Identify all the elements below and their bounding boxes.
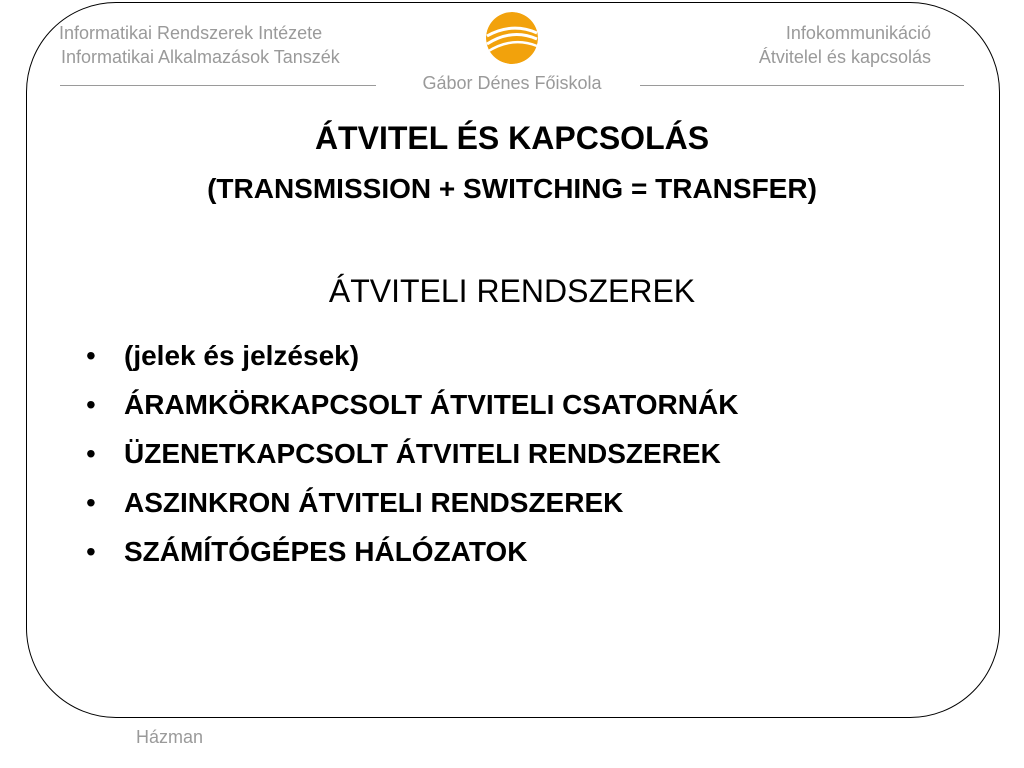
list-item-text: (jelek és jelzések) — [124, 340, 360, 371]
course-topic: Átvitelel és kapcsolás — [758, 47, 931, 67]
list-item — [86, 429, 738, 478]
list-item — [86, 331, 738, 380]
bullet-icon: • — [86, 340, 96, 371]
institute-name: Informatikai Rendszerek Intézete — [59, 23, 323, 43]
list-item — [86, 380, 738, 429]
bullet-icon: • — [86, 487, 96, 518]
bullet-icon: • — [86, 536, 96, 567]
school-name: Gábor Dénes Főiskola — [422, 73, 602, 93]
department-name: Informatikai Alkalmazások Tanszék — [61, 47, 340, 67]
list-item — [86, 478, 738, 527]
list-item-text: SZÁMÍTÓGÉPES HÁLÓZATOK — [124, 536, 528, 567]
slide-subtitle: (TRANSMISSION + SWITCHING = TRANSFER) — [207, 173, 817, 204]
bullet-icon: • — [86, 438, 96, 469]
list-item — [86, 527, 738, 576]
sun-stripes-logo-icon — [485, 11, 539, 65]
slide-title: ÁTVITEL ÉS KAPCSOLÁS — [314, 120, 710, 156]
bullet-icon: • — [86, 389, 96, 420]
section-heading: ÁTVITELI RENDSZEREK — [328, 273, 696, 309]
list-item-text: ÜZENETKAPCSOLT ÁTVITELI RENDSZEREK — [124, 438, 721, 469]
footer-author: Házman — [136, 727, 204, 747]
list-item-text: ÁRAMKÖRKAPCSOLT ÁTVITELI CSATORNÁK — [124, 389, 739, 420]
header-left — [0, 21, 340, 69]
header-right — [759, 21, 931, 69]
course-name: Infokommunikáció — [785, 23, 931, 43]
list-item-text: ASZINKRON ÁTVITELI RENDSZEREK — [124, 487, 624, 518]
bullet-list — [86, 331, 738, 576]
